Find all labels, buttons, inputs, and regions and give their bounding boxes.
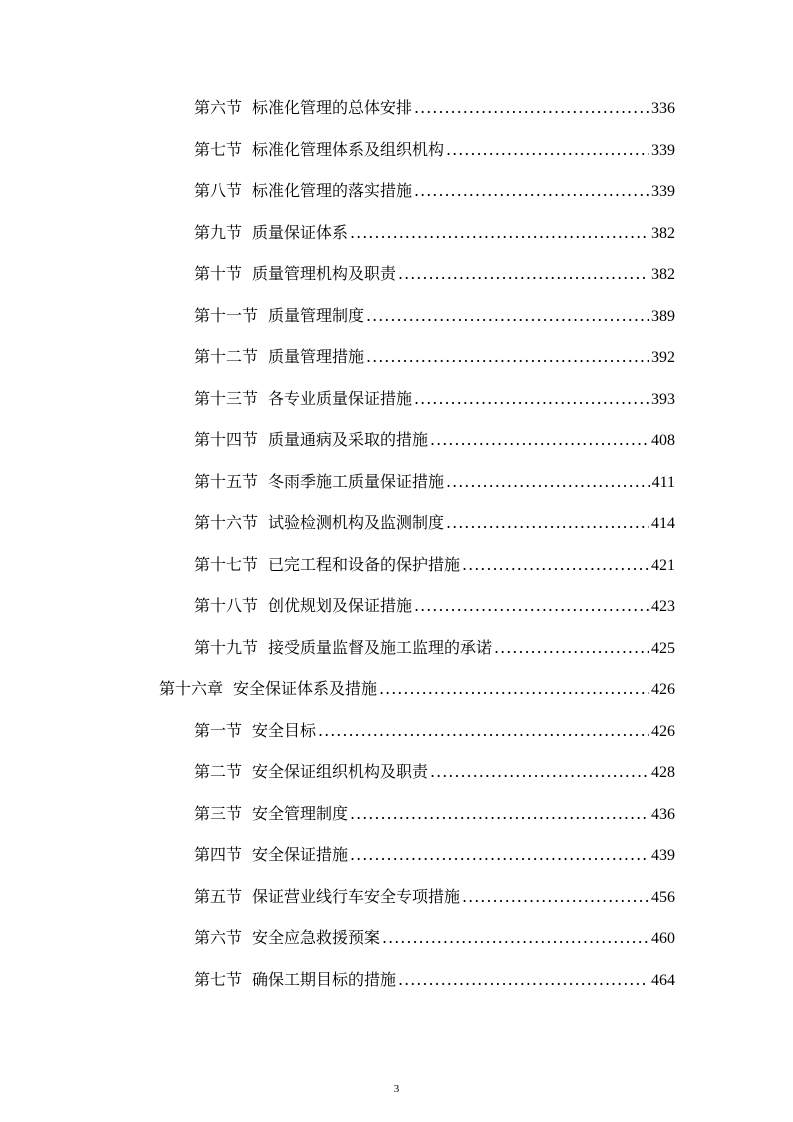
toc-entry-page: 426 (651, 722, 675, 740)
dot-leader (398, 259, 649, 289)
toc-entry-title: 安全目标 (252, 720, 317, 740)
toc-entry-title: 质量管理机构及职责 (252, 264, 397, 283)
toc-entry-title: 安全保证体系及措施 (233, 679, 378, 698)
toc-entry-number: 第二节 (194, 762, 243, 781)
toc-entry-page: 408 (651, 432, 675, 449)
dot-leader (414, 384, 649, 414)
dot-leader (379, 674, 649, 704)
dot-leader (414, 176, 649, 206)
toc-entry[interactable] (194, 93, 675, 123)
toc-entry-title: 安全保证措施 (252, 845, 349, 864)
toc-entry-title: 质量保证体系 (252, 222, 349, 242)
toc-entry-title: 质量通病及采取的措施 (268, 430, 429, 449)
dot-leader (366, 301, 649, 331)
toc-entry-page: 436 (651, 805, 675, 823)
dot-leader (430, 425, 649, 455)
toc-entry[interactable] (194, 384, 675, 414)
toc-entry-title: 标准化管理的总体安排 (252, 98, 413, 117)
toc-entry-title: 标准化管理的落实措施 (252, 181, 413, 200)
toc-entry-number: 第十节 (194, 264, 243, 283)
dot-leader (446, 467, 650, 497)
toc-entry-number: 第十一节 (194, 305, 259, 325)
toc-entry-number: 第三节 (194, 803, 243, 823)
toc-entry-number: 第十八节 (194, 596, 259, 615)
toc-entry-title: 各专业质量保证措施 (268, 388, 413, 408)
toc-entry[interactable] (194, 882, 675, 912)
toc-entry-page: 425 (651, 639, 675, 657)
dot-leader (414, 591, 649, 621)
toc-entry-number: 第四节 (194, 845, 243, 864)
toc-entry-page: 464 (651, 971, 675, 989)
toc-entry-title: 标准化管理体系及组织机构 (252, 139, 445, 159)
toc-entry[interactable] (194, 591, 675, 621)
toc-entry-title: 安全应急救援预案 (252, 928, 381, 947)
toc-entry-page: 421 (651, 556, 675, 574)
toc-entry[interactable] (194, 923, 675, 953)
dot-leader (446, 508, 649, 538)
toc-entry-number: 第六节 (194, 98, 243, 117)
dot-leader (350, 799, 649, 829)
toc-entry-title: 安全管理制度 (252, 803, 349, 823)
toc-entry-page: 339 (651, 183, 675, 200)
toc-entry-title: 试验检测机构及监测制度 (268, 513, 445, 532)
dot-leader (366, 342, 649, 372)
toc-entry-page: 428 (651, 764, 675, 781)
toc-entry-page: 456 (651, 888, 675, 906)
toc-chapter-entry[interactable] (159, 674, 675, 704)
toc-entry-title: 确保工期目标的措施 (252, 969, 397, 989)
toc-entry[interactable] (194, 508, 675, 538)
dot-leader (462, 882, 649, 912)
toc-entry-page: 460 (651, 930, 675, 947)
toc-entry-page: 414 (651, 515, 675, 532)
toc-entry-page: 392 (651, 349, 675, 366)
toc-entry-page: 389 (651, 307, 675, 325)
dot-leader (430, 757, 649, 787)
toc-entry[interactable] (194, 467, 675, 497)
toc-entry[interactable] (194, 716, 675, 746)
toc-entry[interactable] (194, 840, 675, 870)
toc-entry[interactable] (194, 633, 675, 663)
toc-entry-title: 冬雨季施工质量保证措施 (268, 471, 445, 491)
toc-entry-page: 382 (651, 266, 675, 283)
toc-entry-number: 第十七节 (194, 554, 259, 574)
toc-entry-page: 439 (651, 847, 675, 864)
toc-entry-number: 第五节 (194, 886, 243, 906)
toc-entry-number: 第十六节 (194, 513, 259, 532)
toc-entry[interactable] (194, 259, 675, 289)
toc-entry-number: 第七节 (194, 969, 243, 989)
dot-leader (318, 716, 649, 746)
toc-entry[interactable] (194, 425, 675, 455)
toc-entry-title: 质量管理措施 (268, 347, 365, 366)
toc-entry-title: 创优规划及保证措施 (268, 596, 413, 615)
toc-entry-page: 411 (651, 473, 675, 491)
toc-entry-number: 第十三节 (194, 388, 259, 408)
toc-entry-number: 第十五节 (194, 471, 259, 491)
dot-leader (462, 550, 649, 580)
dot-leader (382, 923, 649, 953)
dot-leader (398, 965, 649, 995)
toc-entry-page: 382 (651, 224, 675, 242)
toc-entry-number: 第六节 (194, 928, 243, 947)
toc-entry[interactable] (194, 799, 675, 829)
toc-entry[interactable] (194, 550, 675, 580)
dot-leader (350, 840, 649, 870)
toc-entry-number: 第十九节 (194, 637, 259, 657)
toc-entry-title: 安全保证组织机构及职责 (252, 762, 429, 781)
toc-entry-title: 质量管理制度 (268, 305, 365, 325)
toc-entry-page: 336 (651, 100, 675, 117)
toc-entry-number: 第七节 (194, 139, 243, 159)
toc-entry-title: 已完工程和设备的保护措施 (268, 554, 461, 574)
toc-entry[interactable] (194, 965, 675, 995)
toc-entry[interactable] (194, 342, 675, 372)
toc-entry[interactable] (194, 135, 675, 165)
dot-leader (446, 135, 649, 165)
toc-entry-number: 第十四节 (194, 430, 259, 449)
toc-entry-page: 339 (651, 141, 675, 159)
toc-entry-number: 第九节 (194, 222, 243, 242)
toc-entry-page: 426 (651, 681, 675, 698)
toc-entry[interactable] (194, 757, 675, 787)
page-number: 3 (393, 1083, 400, 1095)
toc-entry[interactable] (194, 301, 675, 331)
toc-entry-page: 423 (651, 598, 675, 615)
toc-entry-number: 第十二节 (194, 347, 259, 366)
dot-leader (414, 93, 649, 123)
toc-entry-title: 接受质量监督及施工监理的承诺 (268, 637, 493, 657)
toc-entry-title: 保证营业线行车安全专项措施 (252, 886, 461, 906)
toc-entry-page: 393 (651, 390, 675, 408)
toc-entry[interactable] (194, 176, 675, 206)
dot-leader (494, 633, 649, 663)
dot-leader (350, 218, 649, 248)
toc-entry-number: 第十六章 (159, 679, 224, 698)
toc-entry-number: 第一节 (194, 720, 243, 740)
toc-entry[interactable] (194, 218, 675, 248)
toc-entry-number: 第八节 (194, 181, 243, 200)
